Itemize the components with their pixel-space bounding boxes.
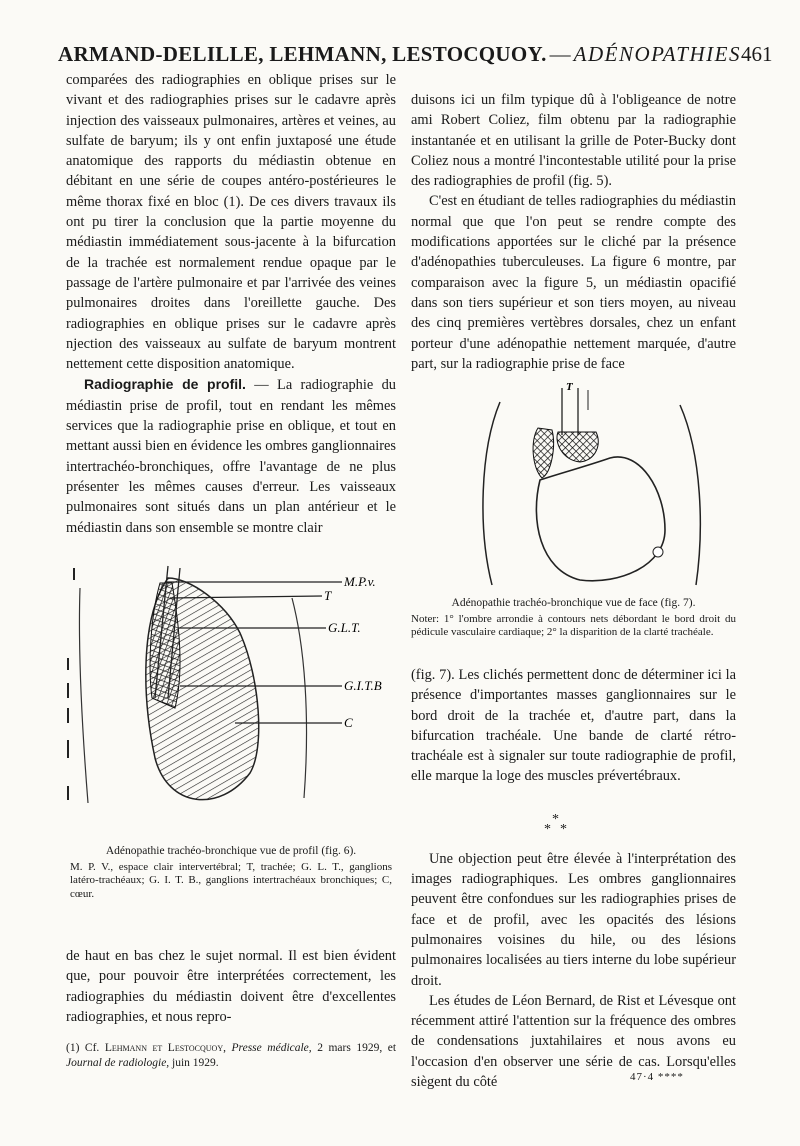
label-gitb: G.I.T.B [344, 678, 382, 693]
label-c: C [344, 715, 353, 730]
paragraph: Les études de Léon Bernard, de Rist et Lévesque ont récemment attiré l'attention sur la fréquence des ombres de condensations juxtahilaires et nous avons eu l'occasion d'en observer une série de cas. Lorsqu'elles siègent du côté [411, 992, 736, 1091]
asterism-star: * [552, 812, 559, 827]
right-column-top [411, 90, 736, 374]
footnote [66, 1041, 396, 1071]
paragraph: (fig. 7). Les clichés permettent donc de déterminer ici la présence d'importantes masses ganglionnaires sur le bord droit de la trachée et, d'autre part, dans la bifurcation trachéale. Une bande de clarté rétro-trachéale est à signaler sur toute radiographie de profil, elle marque la loge des muscles prévertébraux. [411, 667, 736, 785]
label-mpv: M.P.v. [344, 574, 376, 589]
heart-outline [536, 457, 665, 581]
page-number: 461 [740, 42, 773, 66]
bifurcation-mass [557, 432, 598, 462]
paragraph: Une objection peut être élevée à l'interprétation des images radiographiques. Les ombres ganglionnaires peuvent être confondues sur les radiographies prises de face et de profil, avec les opacités des lésions pulmonaires voisines du hile, ou des lésions pulmonaires localisées au tiers interne du lobe supérieur droit. [411, 850, 736, 989]
left-column-bottom [66, 946, 396, 1027]
header-title: ADÉNOPATHIES [573, 42, 741, 66]
figure-7-caption-title: Adénopathie trachéo-bronchique vue de face (fig. 7). [451, 597, 696, 609]
section-text: — La radiographie du médiastin prise de profil, tout en rendant les mêmes services que la radiographie prise en oblique, et tout en mettant aussi bien en évidence les ombres ganglionnaires intertrachéo-bronchiques, offre l'avantage de ne plus présenter les mêmes causes d'erreur. Les vaisseaux pulmonaires sont situés dans un plan antérieur et le médiastin dans son ensemble se montre clair [66, 377, 396, 536]
footnote-date1: 2 mars 1929, et [317, 1042, 397, 1054]
spine-marks [68, 568, 74, 800]
paragraph: duisons ici un film typique dû à l'obligeance de notre ami Robert Coliez, film obtenu par la radiographie instantanée et en utilisant la grille de Poter-Bucky dont Coliez nous a montré l'incontestable utilité pour la prise des radiographies de profil (fig. 5). [411, 92, 736, 190]
figure-7-drawing [470, 380, 710, 590]
running-header [58, 42, 773, 70]
figure-6-caption-text: M. P. V., espace clair intervertébral; T, trachée; G. L. T., ganglions latéro-trachéaux; G. I. T. B., ganglions intertrachéaux bronchiques; C, cœur. [70, 860, 392, 900]
paragraph: C'est en étudiant de telles radiographies du médiastin normal que que l'on peut se rendre compte des modifications apportées sur le cliché par la présence d'adénopathies tuberculeuses. La figure 6 montre, par comparaison avec la figure 5, un médiastin opacifié dans son tiers supérieur et son tiers moyen, au niveau des cinq premières vertèbres dorsales, chez un enfant porteur d'une adénopathie nettement marquée, d'autre part, sur la radiographie prise de face [411, 193, 736, 372]
printer-signature: 47·4 **** [630, 1071, 684, 1083]
right-ganglion-mass [533, 428, 553, 478]
label-t: T [324, 588, 332, 603]
footnote-journal1: Presse médicale, [231, 1042, 312, 1054]
asterism [540, 812, 580, 840]
figure-7-caption [411, 597, 736, 640]
header-separator: — [549, 42, 571, 66]
left-lung-outline [680, 405, 700, 585]
figure-6-caption-title: Adénopathie trachéo-bronchique vue de profil (fig. 6). [105, 845, 357, 857]
paragraph-profile [66, 374, 396, 537]
figure-7-caption-text: Noter: 1° l'ombre arrondie à contours nets débordant le bord droit du pédicule vasculaire cardiaque; 2° la disparition de la clarté trachéale. [411, 612, 736, 638]
paragraph: comparées des radiographies en oblique prises sur le vivant et des radiographies prises sur le cadavre après injection des vaisseaux pulmonaires, artères et veines, au sulfate de baryum; ils y ont enfin juxtaposé une étude anatomique des rapports du médiastin obtenue en débitant en une série de coupes antéro-postérieures le même thorax fixé en bloc (1). De ces divers travaux ils ont pu tirer la conclusion que la partie moyenne du médiastin immédiatement sous-jacente à la bifurcation de la trachée est normalement rendue opaque par le passage de l'artère pulmonaire et par l'arrivée des veines pulmonaires droites dans l'oreillette gauche. Des radiographies en oblique prises sur le cadavre après njection des vaisseaux au sulfate de baryum montrent nettement cette disposition anatomique. [66, 72, 396, 373]
label-t: T [566, 381, 573, 393]
asterism-star: * [544, 822, 551, 837]
footnote-journal2: Journal de radiologie, [66, 1057, 170, 1069]
right-lung-outline [483, 402, 500, 585]
left-column-top [66, 70, 396, 538]
figure-6-caption [70, 845, 392, 901]
asterism-star: * [560, 822, 567, 837]
section-heading: Radiographie de profil. [84, 376, 246, 393]
footnote-date2: juin 1929. [172, 1057, 219, 1069]
figure-6-drawing [60, 558, 395, 838]
header-authors: ARMAND-DELILLE, LEHMANN, LESTOCQUOY. [58, 42, 547, 66]
paragraph: de haut en bas chez le sujet normal. Il est bien évident que, pour pouvoir être interprétées correctement, les radiographies du médiastin doivent être d'excellentes radiographies, et nous repro- [66, 948, 396, 1025]
footnote-marker: (1) Cf. [66, 1042, 100, 1054]
right-column-bottom [411, 665, 736, 1092]
label-glt: G.L.T. [328, 620, 361, 635]
footnote-authors: Lehmann et Lestocquoy, [104, 1042, 226, 1054]
